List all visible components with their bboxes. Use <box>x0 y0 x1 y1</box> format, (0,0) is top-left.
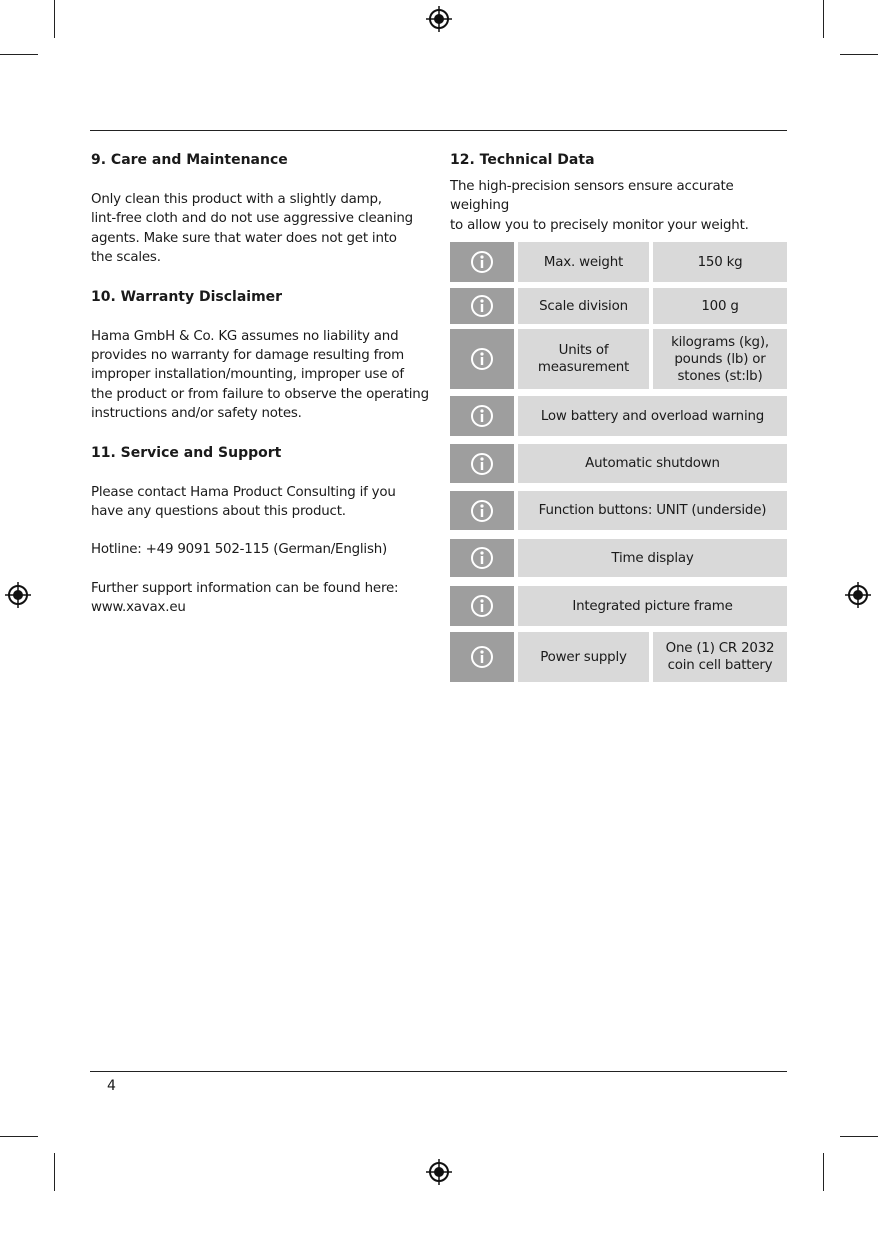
spec-value: kilograms (kg), pounds (lb) or stones (st:lb) <box>653 329 787 389</box>
info-icon <box>470 594 494 618</box>
page-number: 4 <box>107 1078 116 1094</box>
text-line: Only clean this product with a slightly damp, <box>91 192 382 207</box>
registration-mark-icon <box>424 1157 454 1187</box>
text-line: improper installation/mounting, improper use of <box>91 367 404 383</box>
spec-value: One (1) CR 2032 coin cell battery <box>653 632 787 682</box>
info-icon <box>470 546 494 570</box>
spec-feature: Time display <box>518 539 787 577</box>
hotline-text: Hotline: +49 9091 502-115 (German/English) <box>91 542 388 558</box>
text-line: agents. Make sure that water does not get into <box>91 230 397 246</box>
crop-mark-top-right-v <box>823 0 824 38</box>
spec-value: 100 g <box>653 288 787 324</box>
info-icon <box>470 294 494 318</box>
text-line: provides no warranty for damage resulting from <box>91 348 404 364</box>
info-icon-cell <box>450 288 514 324</box>
spec-row <box>450 632 787 682</box>
info-icon <box>470 645 494 669</box>
spec-row <box>450 586 787 626</box>
registration-mark-icon <box>424 4 454 34</box>
spec-row <box>450 288 787 324</box>
technical-heading: 12. Technical Data <box>450 152 595 168</box>
service-contact-text <box>91 483 431 522</box>
spec-feature: Integrated picture frame <box>518 586 787 626</box>
registration-mark-icon <box>3 580 33 610</box>
spec-label: Max. weight <box>518 242 649 282</box>
info-icon <box>470 347 494 371</box>
info-icon-cell <box>450 242 514 282</box>
crop-mark-top-right-h <box>840 54 878 55</box>
spec-row <box>450 539 787 577</box>
crop-mark-bottom-left-v <box>54 1153 55 1191</box>
spec-label: Units of measurement <box>518 329 649 389</box>
text-line: Hama GmbH & Co. KG assumes no liability and <box>91 328 399 344</box>
info-icon-cell <box>450 491 514 530</box>
spec-label: Scale division <box>518 288 649 324</box>
left-column <box>91 150 431 618</box>
text-line: the scales. <box>91 250 161 266</box>
crop-mark-bottom-left-h <box>0 1136 38 1137</box>
text-line: Further support information can be found here: <box>91 580 399 596</box>
text-line: the product or from failure to observe the operating <box>91 386 429 402</box>
info-icon-cell <box>450 396 514 436</box>
info-icon-cell <box>450 329 514 389</box>
spec-label: Power supply <box>518 632 649 682</box>
care-heading: 9. Care and Maintenance <box>91 152 288 168</box>
crop-mark-top-left-h <box>0 54 38 55</box>
text-line: to allow you to precisely monitor your weight. <box>450 217 749 233</box>
warranty-text <box>91 327 431 424</box>
spec-row <box>450 396 787 436</box>
top-rule <box>90 130 787 131</box>
info-icon-cell <box>450 444 514 483</box>
spec-row <box>450 329 787 389</box>
care-text <box>91 190 431 268</box>
info-icon <box>470 250 494 274</box>
text-line: Please contact Hama Product Consulting if you <box>91 484 396 500</box>
crop-mark-bottom-right-h <box>840 1136 878 1137</box>
warranty-heading: 10. Warranty Disclaimer <box>91 288 283 305</box>
spec-row <box>450 444 787 483</box>
info-icon <box>470 404 494 428</box>
info-icon-cell <box>450 632 514 682</box>
spec-feature: Low battery and overload warning <box>518 396 787 436</box>
spec-row <box>450 242 787 282</box>
further-support-text <box>91 579 431 618</box>
text-line: The high-precision sensors ensure accurate weighing <box>450 179 734 214</box>
crop-mark-bottom-right-v <box>823 1153 824 1191</box>
info-icon-cell <box>450 586 514 626</box>
bottom-rule <box>90 1071 787 1072</box>
technical-intro <box>450 177 787 235</box>
registration-mark-icon <box>843 580 873 610</box>
service-heading: 11. Service and Support <box>91 444 282 461</box>
crop-mark-top-left-v <box>54 0 55 38</box>
info-icon-cell <box>450 539 514 577</box>
info-icon <box>470 499 494 523</box>
website-link[interactable]: www.xavax.eu <box>91 600 186 616</box>
spec-row <box>450 491 787 530</box>
spec-value: 150 kg <box>653 242 787 282</box>
spec-feature: Function buttons: UNIT (underside) <box>518 491 787 530</box>
info-icon <box>470 452 494 476</box>
spec-feature: Automatic shutdown <box>518 444 787 483</box>
text-line: instructions and/or safety notes. <box>91 406 302 422</box>
right-column <box>450 150 787 235</box>
text-line: have any questions about this product. <box>91 504 346 520</box>
text-line: lint-free cloth and do not use aggressive cleaning <box>91 211 413 227</box>
